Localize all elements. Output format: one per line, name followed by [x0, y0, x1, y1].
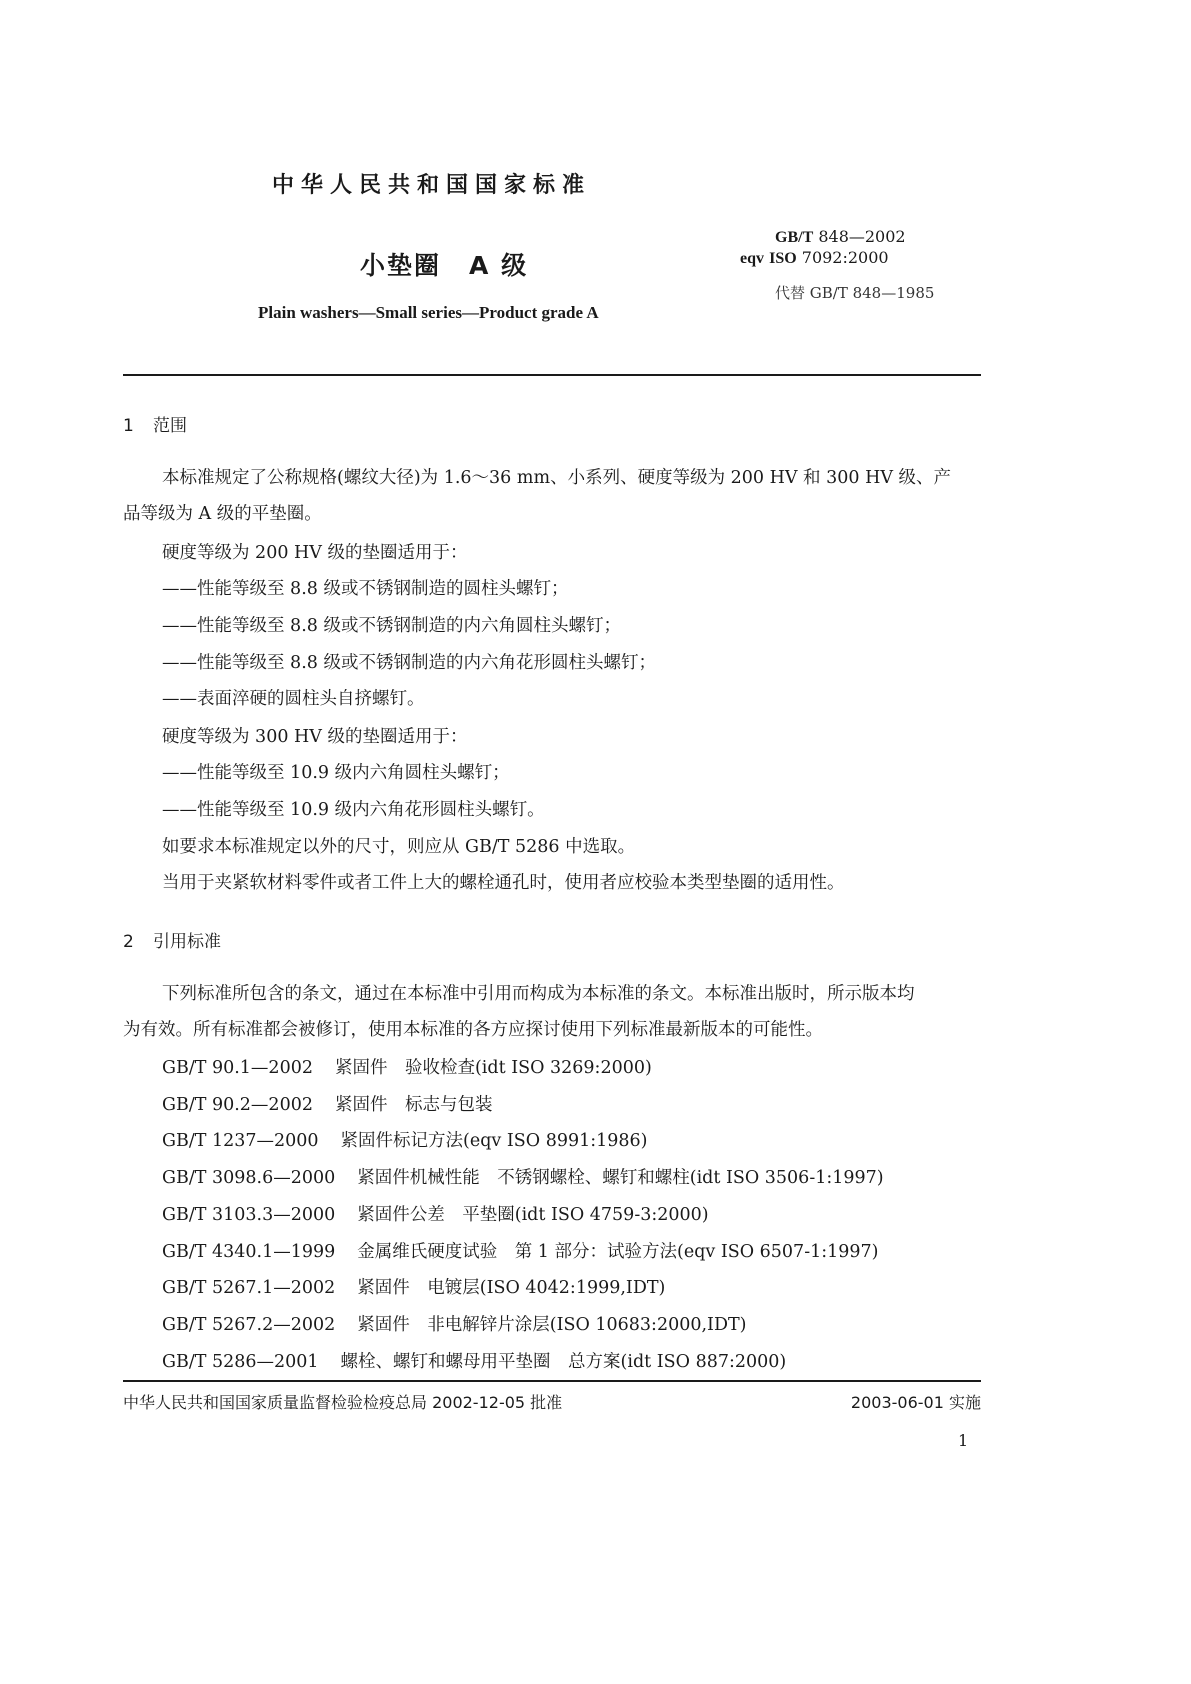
section-title: 范围 [153, 416, 187, 436]
list-item: ——性能等级至 8.8 级或不锈钢制造的内六角圆柱头螺钉； [162, 616, 621, 636]
reference-code: GB/T 4340.1—1999 [162, 1242, 336, 1262]
reference-item [162, 1127, 648, 1152]
list-item: ——性能等级至 10.9 级内六角圆柱头螺钉； [162, 763, 510, 783]
reference-item [162, 1238, 879, 1263]
reference-item [162, 1274, 665, 1299]
reference-code: GB/T 90.2—2002 [162, 1095, 313, 1115]
implementation-date: 2003-06-01 实施 [850, 1393, 981, 1412]
reference-code: GB/T 90.1—2002 [162, 1058, 313, 1078]
reference-code: GB/T 5267.1—2002 [162, 1278, 336, 1298]
approval-line: 中华人民共和国国家质量监督检验检疫总局 2002-12-05 批准 [123, 1393, 563, 1412]
footer-rule [123, 1380, 981, 1382]
section-title: 引用标准 [153, 932, 221, 952]
section-1-heading [123, 411, 187, 436]
reference-code: GB/T 3098.6—2000 [162, 1168, 336, 1188]
reference-title: 紧固件 标志与包装 [334, 1095, 493, 1115]
paragraph-line: 硬度等级为 300 HV 级的垫圈适用于： [162, 727, 468, 747]
standard-title-cn [360, 246, 528, 282]
header-rule [123, 374, 981, 376]
list-item: ——性能等级至 8.8 级或不锈钢制造的内六角花形圆柱头螺钉； [162, 653, 656, 673]
reference-title: 紧固件 验收检查(idt ISO 3269:2000) [334, 1058, 652, 1078]
title-main: 小垫圈 [360, 251, 442, 280]
reference-title: 紧固件 非电解锌片涂层(ISO 10683:2000,IDT) [357, 1315, 747, 1335]
reference-code: GB/T 5267.2—2002 [162, 1315, 336, 1335]
paragraph-line: 当用于夹紧软材料零件或者工件上大的螺栓通孔时，使用者应校验本类型垫圈的适用性。 [162, 873, 845, 893]
paragraph-line: 硬度等级为 200 HV 级的垫圈适用于： [162, 543, 468, 563]
standard-code: 848—2002 [818, 227, 906, 246]
reference-item [162, 1164, 884, 1189]
list-item: ——性能等级至 8.8 级或不锈钢制造的圆柱头螺钉； [162, 579, 569, 599]
reference-item [162, 1091, 492, 1116]
reference-title: 紧固件 电镀层(ISO 4042:1999,IDT) [357, 1278, 666, 1298]
reference-item [162, 1348, 786, 1373]
replaces-standard: 代替 GB/T 848—1985 [775, 284, 935, 302]
paragraph-line: 本标准规定了公称规格(螺纹大径)为 1.6～36 mm、小系列、硬度等级为 200 HV 和 300 HV 级、产 [162, 468, 952, 488]
reference-code: GB/T 1237—2000 [162, 1131, 319, 1151]
reference-title: 金属维氏硬度试验 第 1 部分：试验方法(eqv ISO 6507-1:1997) [357, 1242, 879, 1262]
iso-prefix: ISO [769, 250, 797, 267]
reference-item [162, 1201, 709, 1226]
code-prefix: GB/T [775, 229, 814, 246]
section-number: 1 [123, 416, 134, 436]
section-2-heading [123, 927, 221, 952]
reference-title: 紧固件标记方法(eqv ISO 8991:1986) [340, 1131, 648, 1151]
list-item: ——性能等级至 10.9 级内六角花形圆柱头螺钉。 [162, 800, 545, 820]
section-number: 2 [123, 932, 134, 952]
standard-title-en: Plain washers—Small series—Product grade A [258, 303, 599, 322]
list-item: ——表面淬硬的圆柱头自挤螺钉。 [162, 689, 425, 709]
standard-code-block [740, 227, 906, 269]
reference-title: 螺栓、螺钉和螺母用平垫圈 总方案(idt ISO 887:2000) [340, 1352, 787, 1372]
paragraph-line: 如要求本标准规定以外的尺寸，则应从 GB/T 5286 中选取。 [162, 837, 636, 857]
reference-title: 紧固件机械性能 不锈钢螺栓、螺钉和螺柱(idt ISO 3506-1:1997) [357, 1168, 884, 1188]
reference-item [162, 1311, 747, 1336]
reference-code: GB/T 3103.3—2000 [162, 1205, 336, 1225]
eqv-prefix: eqv [740, 250, 764, 267]
paragraph-line: 下列标准所包含的条文，通过在本标准中引用而构成为本标准的条文。本标准出版时，所示版本均 [162, 984, 915, 1004]
paragraph-line: 为有效。所有标准都会被修订，使用本标准的各方应探讨使用下列标准最新版本的可能性。 [123, 1020, 823, 1040]
page-number: 1 [958, 1431, 969, 1450]
paragraph-line: 品等级为 A 级的平垫圈。 [123, 504, 322, 524]
title-grade: A 级 [469, 251, 529, 280]
reference-code: GB/T 5286—2001 [162, 1352, 319, 1372]
reference-title: 紧固件公差 平垫圈(idt ISO 4759-3:2000) [357, 1205, 709, 1225]
national-standard-title: 中华人民共和国国家标准 [272, 173, 592, 198]
iso-code: 7092:2000 [801, 248, 889, 267]
reference-item [162, 1054, 652, 1079]
